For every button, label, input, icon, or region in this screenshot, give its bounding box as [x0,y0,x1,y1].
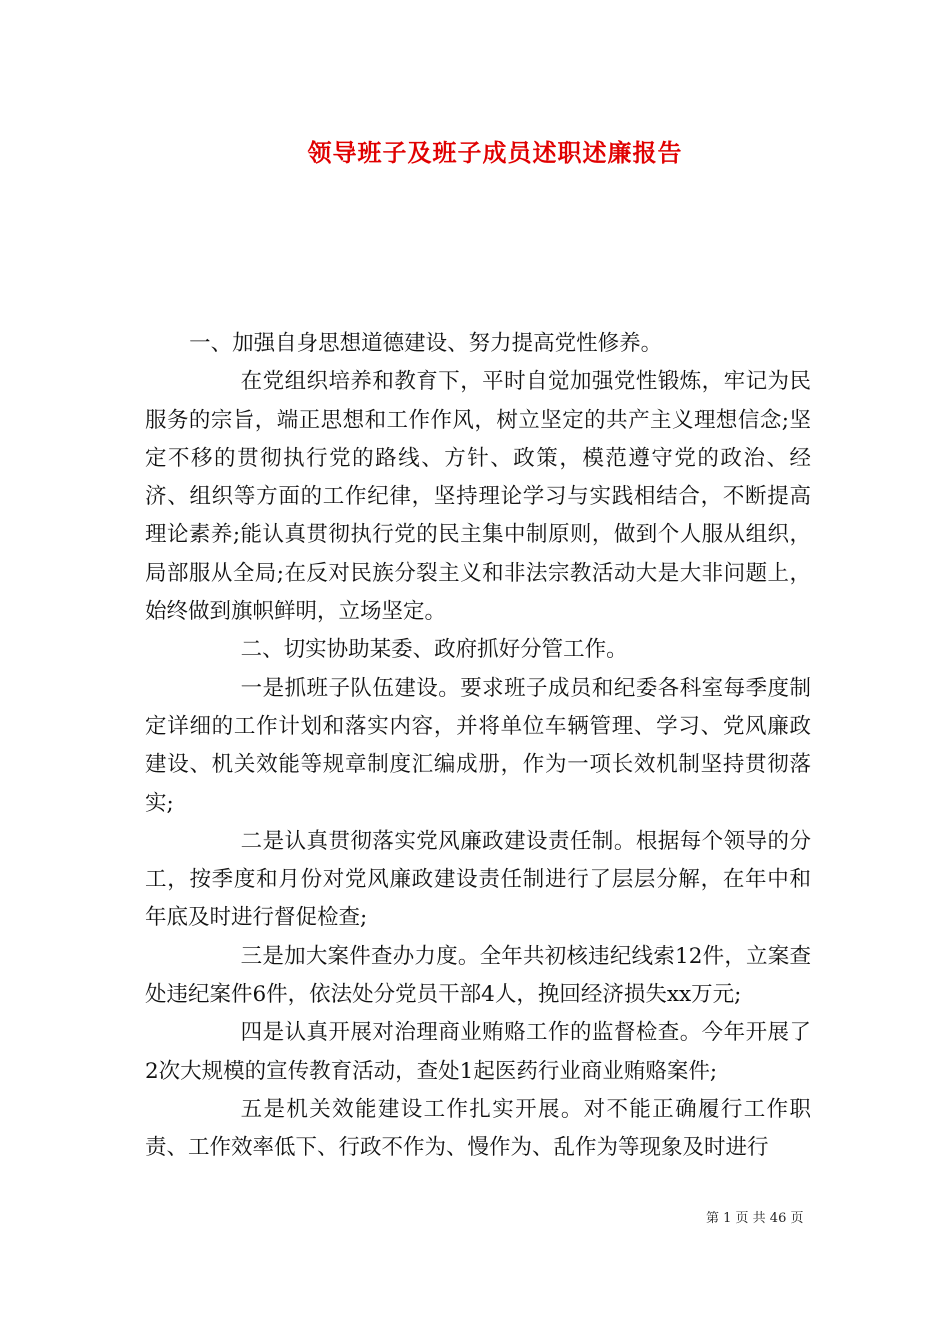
paragraph: 五是机关效能建设工作扎实开展。对不能正确履行工作职责、工作效率低下、行政不作为、慢作为、乱作为等现象及时进行 [145,1096,811,1161]
section-heading-1: 一、加强自身思想道德建设、努力提高党性修养。 [189,331,663,356]
section-heading-2: 二、切实协助某委、政府抓好分管工作。 [240,637,628,663]
paragraph: 三是加大案件查办力度。全年共初核违纪线索12件，立案查处违纪案件6件，依法处分党员干部4人，挽回经济损失xx万元; [145,943,811,1008]
page-number-footer: 第 1 页 共 46 页 [706,1211,804,1226]
paragraph: 二是认真贯彻落实党风廉政建设责任制。根据每个领导的分工，按季度和月份对党风廉政建设责任制进行了层层分解，在年中和年底及时进行督促检查; [145,828,811,931]
document-title: 领导班子及班子成员述职述廉报告 [307,138,683,167]
paragraph: 四是认真开展对治理商业贿赂工作的监督检查。今年开展了2次大规模的宣传教育活动，查处1起医药行业商业贿赂案件; [145,1020,811,1084]
paragraph: 在党组织培养和教育下，平时自觉加强党性锻炼，牢记为民服务的宗旨，端正思想和工作作风，树立坚定的共产主义理想信念;坚定不移的贯彻执行党的路线、方针、政策，模范遵守党的政治、经济、组织等方面的工作纪律，坚持理论学习与实践相结合，不断提高理论素养;能认真贯彻执行党的民主集中制原则，做到个人服从组织，局部服从全局;在反对民族分裂主义和非法宗教活动大是大非问题上，始终做到旗帜鲜明，立场坚定。 [145,369,811,625]
paragraph: 一是抓班子队伍建设。要求班子成员和纪委各科室每季度制定详细的工作计划和落实内容，并将单位车辆管理、学习、党风廉政建设、机关效能等规章制度汇编成册，作为一项长效机制坚持贯彻落实; [145,675,811,816]
document-body [145,325,811,1168]
